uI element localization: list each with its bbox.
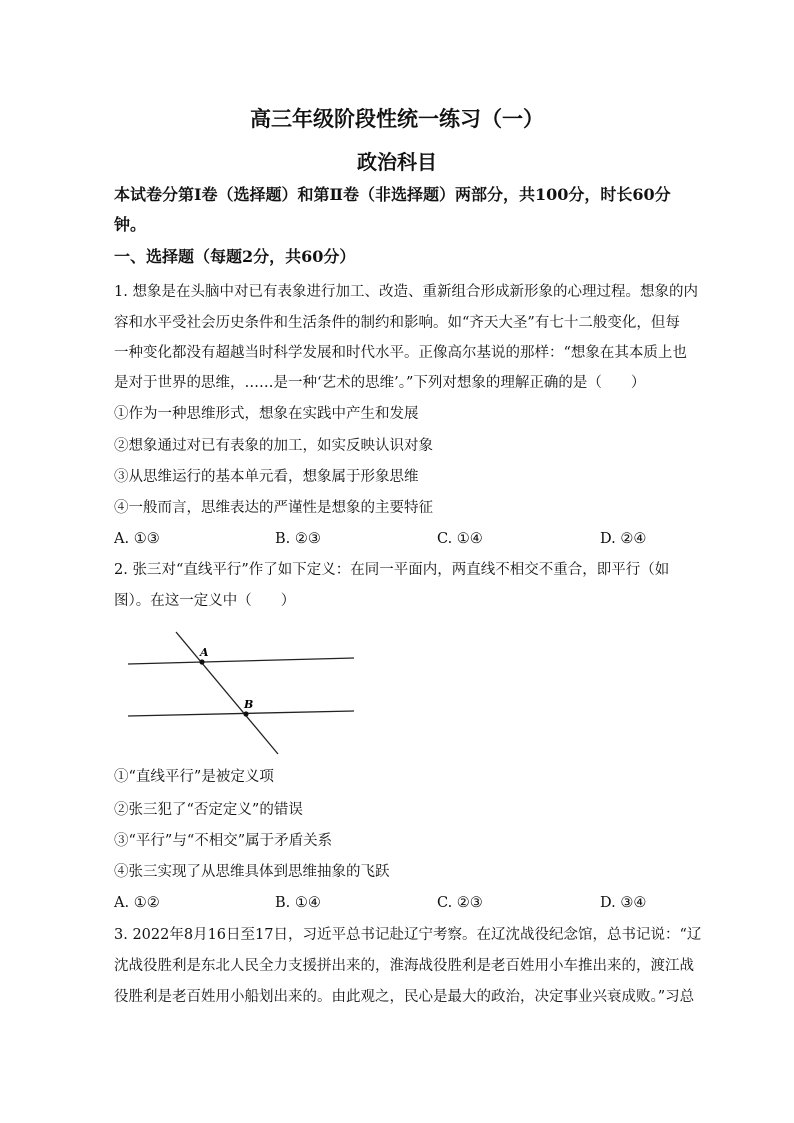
q3-text-line-2: 沈战役胜利是东北人民全力支援拼出来的，淮海战役胜利是老百姓用小车推出来的，渡江战	[114, 958, 694, 974]
q2-text-line-1: 2. 张三对“直线平行”作了如下定义：在同一平面内，两直线不相交不重合，即平行（如	[114, 562, 670, 578]
q1-text-line-3: 一种变化都没有超越当时科学发展和时代水平。正像高尔基说的那样：“想象在其本质上也	[114, 345, 687, 361]
q2-option-b[interactable]: B. ①④	[275, 895, 321, 911]
transversal-line	[176, 632, 278, 754]
subject-title: 政治科目	[357, 150, 437, 174]
q2-text-line-2: 图）。在这一定义中（ ）	[114, 593, 296, 609]
q1-option-d[interactable]: D. ②④	[600, 531, 647, 547]
q1-statement-1: ①作为一种思维形式，想象在实践中产生和发展	[114, 406, 419, 422]
section-heading: 一、选择题（每题2分，共60分）	[114, 247, 356, 266]
parallel-lines-figure	[118, 628, 368, 758]
q2-statement-4: ④张三实现了从思维具体到思维抽象的飞跃	[114, 864, 390, 880]
lower-line	[128, 711, 354, 716]
q2-option-c[interactable]: C. ②③	[437, 895, 483, 911]
point-a-dot	[199, 659, 204, 664]
intro-line-1: 本试卷分第Ⅰ卷（选择题）和第Ⅱ卷（非选择题）两部分，共100分，时长60分	[114, 185, 671, 204]
q1-statement-4: ④一般而言，思维表达的严谨性是想象的主要特征	[114, 500, 433, 516]
q1-statement-2: ②想象通过对已有表象的加工，如实反映认识对象	[114, 438, 433, 454]
point-b-label: B	[244, 698, 254, 711]
q1-option-b[interactable]: B. ②③	[275, 531, 321, 547]
q1-text-line-1: 1. 想象是在头脑中对已有表象进行加工、改造、重新组合形成新形象的心理过程。想象的内	[114, 284, 698, 300]
q3-text-line-3: 役胜利是老百姓用小船划出来的。由此观之，民心是最大的政治，决定事业兴衰成败。”习总	[114, 989, 695, 1005]
q2-statement-1: ①“直线平行”是被定义项	[114, 769, 274, 785]
q1-option-c[interactable]: C. ①④	[437, 531, 483, 547]
exam-title: 高三年级阶段性统一练习（一）	[250, 106, 544, 131]
q2-statement-3: ③“平行”与“不相交”属于矛盾关系	[114, 833, 333, 849]
point-b-dot	[243, 711, 248, 716]
q2-option-d[interactable]: D. ③④	[600, 895, 647, 911]
q2-option-a[interactable]: A. ①②	[114, 895, 160, 911]
point-a-label: A	[200, 646, 209, 659]
upper-line	[128, 658, 354, 664]
q1-statement-3: ③从思维运行的基本单元看，想象属于形象思维	[114, 469, 419, 485]
intro-line-2: 钟。	[114, 215, 147, 234]
q1-text-line-4: 是对于世界的思维，……是一种‘艺术的思维’。”下列对想象的理解正确的是（ ）	[114, 375, 646, 391]
q1-text-line-2: 容和水平受社会历史条件和生活条件的制约和影响。如“齐天大圣”有七十二般变化，但每	[114, 315, 680, 331]
q3-text-line-1: 3. 2022年8月16日至17日，习近平总书记赴辽宁考察。在辽沈战役纪念馆，总书记说：“辽	[114, 927, 702, 943]
q2-statement-2: ②张三犯了“否定定义”的错误	[114, 802, 303, 818]
q1-option-a[interactable]: A. ①③	[114, 531, 160, 547]
